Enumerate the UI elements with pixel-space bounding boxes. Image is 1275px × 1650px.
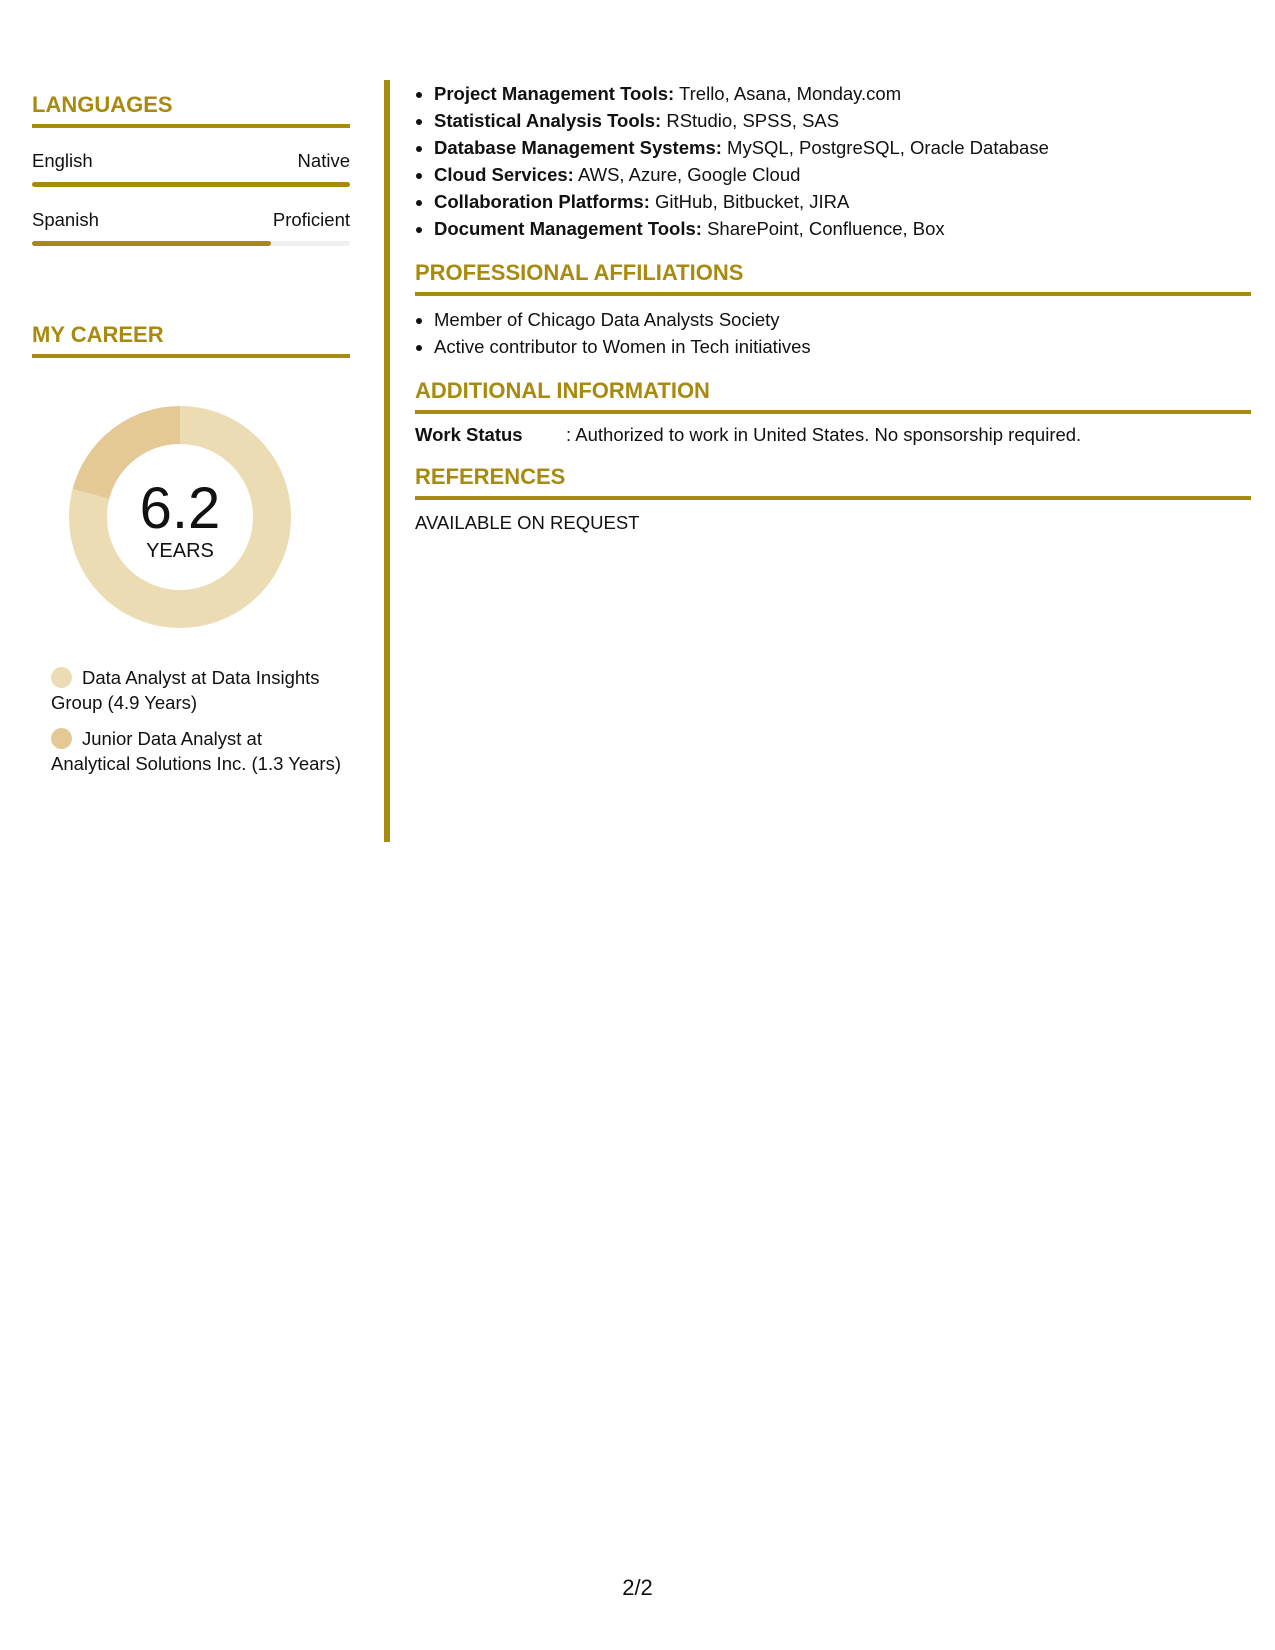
language-proficiency-bar	[32, 182, 350, 187]
career-section	[32, 322, 350, 776]
references-section	[415, 464, 1251, 534]
career-total-years: 6.2	[139, 476, 221, 541]
language-name: English	[32, 150, 93, 171]
skill-label: Cloud Services:	[434, 164, 574, 185]
skills-list	[415, 80, 1251, 242]
skill-item	[434, 107, 1251, 134]
skill-item	[434, 134, 1251, 161]
affiliations-list	[415, 306, 1251, 360]
additional-info-heading: ADDITIONAL INFORMATION	[415, 378, 1251, 414]
career-heading: MY CAREER	[32, 322, 350, 358]
column-divider	[384, 80, 390, 842]
references-text: AVAILABLE ON REQUEST	[415, 512, 640, 533]
legend-dot	[51, 667, 72, 688]
references-heading: REFERENCES	[415, 464, 1251, 500]
legend-item	[51, 727, 341, 776]
skill-item	[434, 80, 1251, 107]
left-column	[32, 92, 350, 788]
language-proficiency-bar	[32, 241, 350, 246]
skill-item	[434, 161, 1251, 188]
affiliation-item: • Member of Chicago Data Analysts Society	[434, 306, 1251, 333]
career-total-unit: YEARS	[146, 540, 214, 562]
skill-label: Statistical Analysis Tools:	[434, 110, 662, 131]
skill-item	[434, 215, 1251, 242]
skill-item	[434, 188, 1251, 215]
skill-label: Document Management Tools:	[434, 218, 702, 239]
legend-label: Junior Data Analyst at Analytical Solutions Inc. (1.3 Years)	[51, 728, 341, 774]
skill-value: RStudio, SPSS, SAS	[666, 110, 840, 131]
work-status-row	[415, 424, 1251, 446]
page-number: 2/2	[622, 1575, 653, 1600]
language-level: Proficient	[272, 209, 350, 230]
language-item	[32, 209, 350, 246]
language-proficiency-fill	[32, 182, 350, 187]
skill-label: Database Management Systems:	[434, 137, 722, 158]
legend-item	[51, 666, 341, 715]
career-legend	[51, 666, 341, 776]
languages-heading: LANGUAGES	[32, 92, 350, 128]
work-status-label: Work Status	[415, 424, 523, 445]
language-item	[32, 150, 350, 187]
language-proficiency-fill	[32, 241, 271, 246]
additional-info-section	[415, 378, 1251, 446]
affiliation-item: • Active contributor to Women in Tech initiatives	[434, 333, 1251, 360]
affiliations-heading: PROFESSIONAL AFFILIATIONS	[415, 260, 1251, 296]
skill-value: MySQL, PostgreSQL, Oracle Database	[727, 137, 1049, 158]
languages-section	[32, 92, 350, 246]
right-column	[415, 80, 1251, 534]
career-donut-chart	[67, 404, 293, 630]
legend-label: Data Analyst at Data Insights Group (4.9 Years)	[51, 667, 320, 713]
skill-value: GitHub, Bitbucket, JIRA	[655, 191, 850, 212]
skill-label: Collaboration Platforms:	[434, 191, 650, 212]
skill-value: SharePoint, Confluence, Box	[707, 218, 945, 239]
work-status-value: : Authorized to work in United States. No sponsorship required.	[566, 424, 1082, 445]
language-name: Spanish	[32, 209, 99, 230]
skill-label: Project Management Tools:	[434, 83, 675, 104]
skill-value: Trello, Asana, Monday.com	[679, 83, 902, 104]
affiliations-section	[415, 260, 1251, 360]
language-level: Native	[297, 150, 350, 171]
legend-dot	[51, 728, 72, 749]
skill-value: AWS, Azure, Google Cloud	[577, 164, 801, 185]
